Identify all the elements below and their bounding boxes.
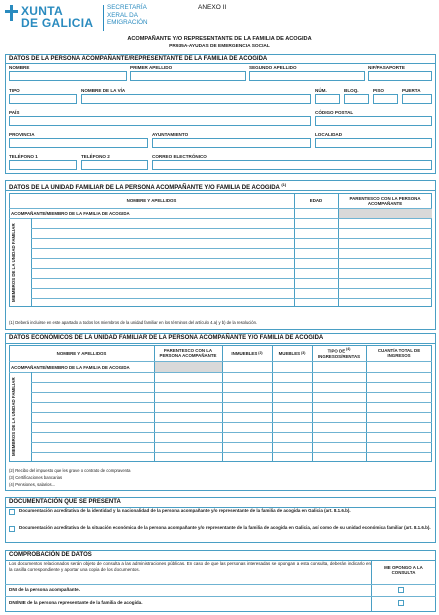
econ-col-nombre: NOMBRE Y APELLIDOS [56, 350, 107, 356]
label-localidad: LOCALIDAD [315, 132, 343, 137]
field-telefono2[interactable] [81, 160, 148, 170]
label-puerta: PUERTA [402, 88, 421, 93]
label-primer-apellido: PRIMER APELLIDO [130, 65, 173, 70]
econ-row-acompanante: ACOMPAÑANTE/MIEMBRO DE LA FAMILIA DE ACOGIDA [11, 364, 130, 370]
label-bloq: BLOQ. [344, 88, 359, 93]
label-piso: PISO [373, 88, 384, 93]
label-codigo-postal: CÓDIGO POSTAL [315, 110, 354, 115]
label-tipo: TIPO [9, 88, 20, 93]
form-subtitle: PR935A-AYUDAS DE EMERGENCIA SOCIAL [169, 44, 270, 49]
economic-section-title: DATOS ECONÓMICOS DE LA UNIDAD FAMILIAR DE LA PERSONA ACOMPAÑANTE Y/O FAMILIA DE ACOGIDA [9, 334, 324, 341]
label-ayuntamiento: AYUNTAMIENTO [152, 132, 189, 137]
field-provincia[interactable] [9, 138, 148, 148]
logo-secretaria-1: SECRETARÍA [107, 4, 147, 11]
oppose-checkbox-dni[interactable] [398, 587, 404, 593]
econ-col-parentesco: PARENTESCO CON LA PERSONA ACOMPAÑANTE [159, 348, 217, 358]
field-segundo-apellido[interactable] [249, 71, 365, 81]
verification-paragraph: Los documentos relacionados serán objeto de consulta a las administraciones públicas. En caso de que las personas interesadas se opongan a esta consulta, deberán indicarlo en la casilla correspondiente y aportar una copia de los documentos. [9, 561, 371, 572]
econ-col-muebles: MUEBLES (3) [278, 350, 306, 356]
econ-note-4: (4) Pensiones, salarios... [9, 482, 56, 487]
field-nif[interactable] [368, 71, 432, 81]
verification-section-title: COMPROBACIÓN DE DATOS [9, 551, 92, 558]
field-primer-apellido[interactable] [130, 71, 246, 81]
oppose-checkbox-dni-nie[interactable] [398, 600, 404, 606]
label-pais: PAÍS [9, 110, 20, 115]
verification-col-opongo: ME OPONGO A LA CONSULTA [384, 565, 423, 575]
family-col-edad: EDAD [309, 198, 323, 203]
label-provincia: PROVINCIA [9, 132, 35, 137]
field-correo[interactable] [152, 160, 432, 170]
family-col-nombre: NOMBRE Y APELLIDOS [126, 198, 177, 203]
field-nombre[interactable] [9, 71, 127, 81]
field-codigo-postal[interactable] [315, 116, 432, 126]
label-telefono1: TELÉFONO 1 [9, 154, 38, 159]
family-note: (1) Deberá incluirse en este apartado a todos los miembros de la unidad familiar en los términos del artículo 4.a) y b) de la resolución. [9, 320, 258, 325]
field-telefono1[interactable] [9, 160, 77, 170]
field-localidad[interactable] [315, 138, 432, 148]
xunta-logo [5, 4, 165, 32]
doc-item-identity: Documentación acreditativa de la identidad y la nacionalidad de la persona acompañante y/o representante de la familia de acogida en Galicia (art. 8.1.6.b). [19, 507, 351, 513]
logo-secretaria-3: EMIGRACIÓN [107, 19, 148, 26]
logo-xunta: XUNTA [21, 4, 63, 18]
label-num: NÚM. [315, 88, 327, 93]
field-tipo[interactable] [9, 94, 77, 104]
verification-row-dni-nie: DNI/NIE de la persona representante de la familia de acogida. [9, 599, 143, 605]
verification-row-dni: DNI de la persona acompañante. [9, 587, 80, 592]
label-nif: NIF/PASAPORTE [368, 65, 405, 70]
field-bloq[interactable] [344, 94, 369, 104]
documentation-section-title: DOCUMENTACIÓN QUE SE PRESENTA [9, 498, 121, 505]
econ-note-3: (3) Certificaciones bancarias [9, 475, 63, 480]
econ-side-label: MIEMBROS DE LA UNIDAD FAMILIAR [11, 377, 16, 457]
doc-checkbox-identity[interactable] [9, 509, 15, 515]
applicant-section-title: DATOS DE LA PERSONA ACOMPAÑANTE/REPRESENTANTE DE LA FAMILIA DE ACOGIDA [9, 55, 268, 62]
econ-col-inmuebles: INMUEBLES (2) [231, 350, 263, 356]
xunta-cross-icon [5, 5, 18, 21]
econ-note-2: (2) Recibo del impuesto que les grave o contrato de compraventa [9, 468, 131, 473]
econ-col-cuantia: CUANTÍA TOTAL DE INGRESOS [377, 348, 421, 358]
label-segundo-apellido: SEGUNDO APELLIDO [249, 65, 297, 70]
family-row-acompanante: ACOMPAÑANTE/MIEMBRO DE LA FAMILIA DE ACOGIDA [11, 211, 130, 216]
field-ayuntamiento[interactable] [152, 138, 311, 148]
annex-label: ANEXO II [198, 4, 227, 11]
label-correo: CORREO ELECTRÓNICO [152, 154, 207, 159]
label-telefono2: TELÉFONO 2 [81, 154, 110, 159]
doc-checkbox-economic[interactable] [9, 526, 15, 532]
family-side-label: MIEMBROS DE LA UNIDAD FAMILIAR [11, 223, 16, 302]
doc-item-economic: Documentación acreditativa de la situación económica de la persona acompañante y/o representante de la familia de acogida en Galicia, así como de su unidad económica familiar (art. 8.1.6.b). [19, 524, 431, 530]
logo-galicia: DE GALICIA [21, 16, 94, 30]
form-title: ACOMPAÑANTE Y/O REPRESENTANTE DE LA FAMILIA DE ACOGIDA [127, 36, 312, 42]
field-piso[interactable] [373, 94, 398, 104]
family-col-parentesco: PARENTESCO CON LA PERSONA ACOMPAÑANTE [349, 195, 421, 206]
econ-col-tipo: TIPO DE$^{(4)}$ INGRESOS/RENTAS [317, 347, 361, 359]
logo-secretaria-2: XERAL DA [107, 11, 138, 19]
field-puerta[interactable] [402, 94, 432, 104]
label-nombre: NOMBRE [9, 65, 30, 70]
family-unit-section-title: DATOS DE LA UNIDAD FAMILIAR DE LA PERSONA ACOMPAÑANTE Y/O FAMILIA DE ACOGIDA $^{(1)}$ [9, 181, 287, 191]
field-pais[interactable] [9, 116, 311, 126]
label-nombre-via: NOMBRE DE LA VÍA [81, 88, 126, 93]
field-num[interactable] [315, 94, 340, 104]
field-nombre-via[interactable] [81, 94, 311, 104]
